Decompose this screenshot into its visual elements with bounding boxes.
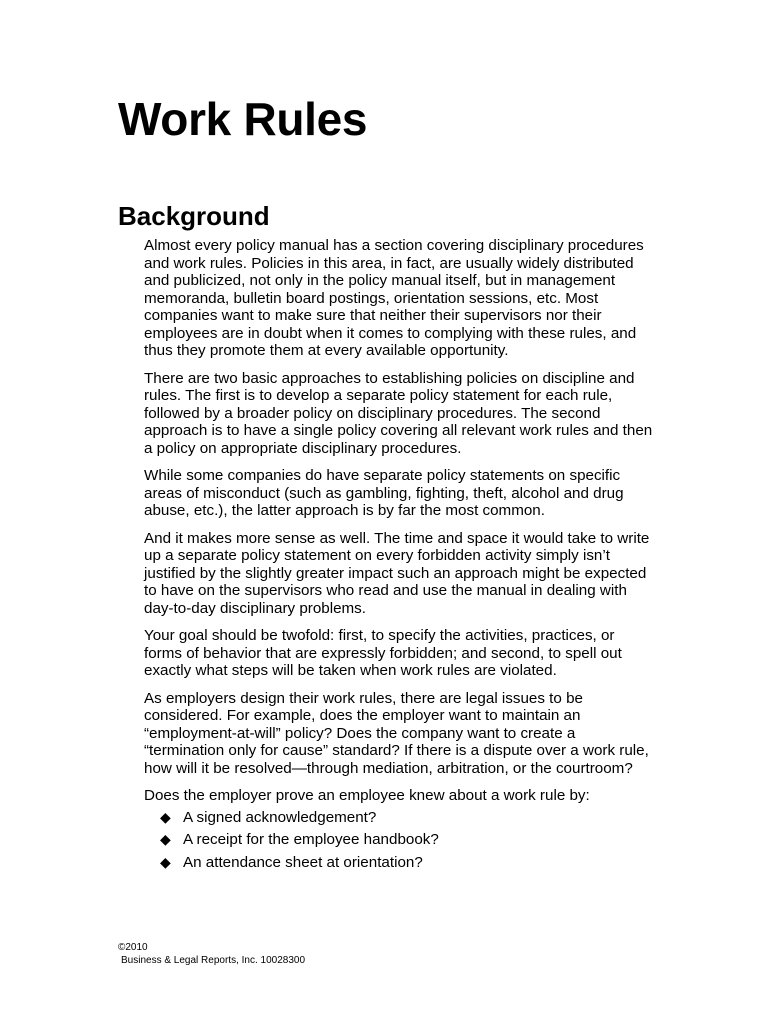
bullet-list [144,809,654,877]
list-item-text: An attendance sheet at orientation? [183,853,423,871]
diamond-bullet-icon: ◆ [160,808,171,825]
paragraph: And it makes more sense as well. The time and space it would take to write up a separate policy statement on every forbidden activity simply isn’t justified by the slightly greater impact such an approach might be expected to have on the supervisors who read and use the manual in dealing with day-to-day disciplinary problems. [144,529,650,617]
document-body [144,237,654,876]
paragraph: Your goal should be twofold: first, to specify the activities, practices, or forms of behavior that are expressly forbidden; and second, to spell out exactly what steps will be taken when work rules are violated. [144,627,622,679]
page-footer [118,941,305,967]
list-item [160,831,654,854]
publisher-line: Business & Legal Reports, Inc. 10028300 [121,955,306,966]
paragraph: Does the employer prove an employee knew about a work rule by: [144,787,590,804]
list-item-text: A signed acknowledgement? [183,808,377,826]
page-title: Work Rules [118,93,368,145]
diamond-bullet-icon: ◆ [160,853,171,870]
paragraph: While some companies do have separate policy statements on specific areas of misconduct (such as gambling, fighting, theft, alcohol and drug abuse, etc.), the latter approach is by far the most common. [144,467,624,519]
diamond-bullet-icon: ◆ [160,831,171,847]
list-item-text: A receipt for the employee handbook? [183,831,439,848]
paragraph: Almost every policy manual has a section covering disciplinary procedures and work rules. Policies in this area, in fact, are usually widely distributed and publicized, not only in the policy manual itself, but in management memoranda, bulletin board postings, orientation sessions, etc. Most companies want to make sure that neither their supervisors nor their employees are in doubt when it comes to complying with these rules, and thus they promote them at every available opportunity. [144,237,644,359]
list-item [160,809,654,832]
copyright-notice: ©2010 [118,942,148,953]
list-item [160,854,654,877]
paragraph: As employers design their work rules, there are legal issues to be considered. For example, does the employer want to maintain an “employment-at-will” policy? Does the company want to create a “termination only for cause” standard? If there is a dispute over a work rule, how will it be resolved—through mediation, arbitration, or the courtroom? [144,689,649,777]
section-heading-background: Background [118,201,270,231]
paragraph: There are two basic approaches to establishing policies on discipline and rules. The first is to develop a separate policy statement for each rule, followed by a broader policy on disciplinary procedures. The second approach is to have a single policy covering all relevant work rules and then a policy on appropriate disciplinary procedures. [144,369,653,457]
